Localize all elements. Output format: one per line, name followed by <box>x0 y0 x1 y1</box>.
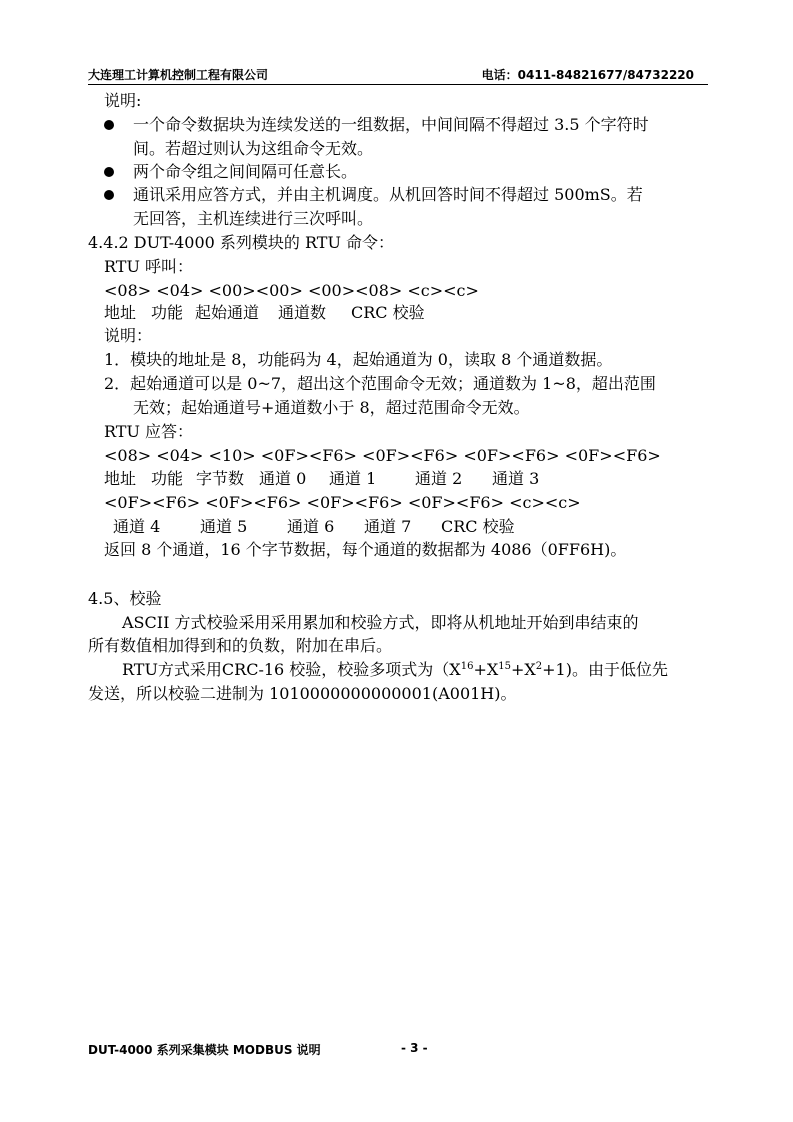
checksum-rtu-cont: 发送，所以校验二进制为 1010000000000001(A001H)。 <box>88 684 517 703</box>
rtu-note: 1．模块的地址是 8，功能码为 4，起始通道为 0，读取 8 个通道数据。 <box>104 350 613 369</box>
field-label: CRC 校验 <box>441 517 515 536</box>
polynomial-term: +X <box>473 660 499 679</box>
bullet-text: 一个命令数据块为连续发送的一组数据，中间间隔不得超过 3.5 个字符时 <box>133 115 649 134</box>
contact-phone: 电话：0411-84821677/84732220 <box>481 68 694 82</box>
company-name: 大连理工计算机控制工程有限公司 <box>88 68 269 82</box>
rtu-call-label: RTU 呼叫： <box>104 257 194 276</box>
field-label: 通道 5 <box>200 517 248 536</box>
exponent: 15 <box>498 661 511 672</box>
bullet-text-cont: 无回答，主机连续进行三次呼叫。 <box>133 209 374 228</box>
bullet-text: 通讯采用应答方式，并由主机调度。从机回答时间不得超过 500mS。若 <box>133 185 643 204</box>
exponent: 16 <box>460 661 474 672</box>
field-label: 通道 1 <box>329 469 377 488</box>
field-label: CRC 校验 <box>351 303 425 322</box>
rtu-note-cont: 无效；起始通道号+通道数小于 8，超过范围命令无效。 <box>133 398 530 417</box>
section-heading-checksum: 4.5、校验 <box>88 589 162 608</box>
checksum-ascii-cont: 所有数值相加得到和的负数，附加在串后。 <box>88 636 393 655</box>
rtu-notes-title: 说明： <box>104 326 153 345</box>
rtu-polynomial-suffix: +1)。由于低位先 <box>542 660 668 679</box>
bullet-icon <box>104 190 114 200</box>
field-label: 地址 <box>104 303 137 322</box>
page-header <box>88 66 708 86</box>
bullet-icon <box>104 167 114 177</box>
bullet-text: 两个命令组之间间隔可任意长。 <box>133 162 358 181</box>
section-heading-rtu: 4.4.2 DUT-4000 系列模块的 RTU 命令： <box>88 233 395 252</box>
exponent: 2 <box>535 661 543 672</box>
field-label: 地址 <box>104 469 137 488</box>
field-label: 通道数 <box>278 303 327 322</box>
footer-doc-title: DUT-4000 系列采集模块 MODBUS 说明 <box>88 1043 321 1057</box>
header-rule <box>88 84 708 85</box>
rtu-polynomial-prefix: RTU方式采用CRC-16 校验，校验多项式为（X <box>122 660 461 679</box>
polynomial-term: +X <box>510 660 536 679</box>
field-label: 通道 6 <box>287 517 335 536</box>
rtu-call-bytes: <08> <04> <00><00> <00><08> <c><c> <box>104 281 479 300</box>
field-label: 通道 4 <box>113 517 161 536</box>
page-number: - 3 - <box>401 1041 428 1055</box>
field-label: 通道 3 <box>492 469 540 488</box>
notes-title: 说明: <box>104 91 142 110</box>
checksum-rtu <box>122 659 668 681</box>
bullet-text-cont: 间。若超过则认为这组命令无效。 <box>133 139 374 158</box>
rtu-summary: 返回 8 个通道，16 个字节数据，每个通道的数据都为 4086（0FF6H)。 <box>104 540 627 559</box>
rtu-reply-bytes: <08> <04> <10> <0F><F6> <0F><F6> <0F><F6> <0F><F6> <box>104 446 661 465</box>
field-label: 起始通道 <box>195 303 260 322</box>
rtu-reply-label: RTU 应答： <box>104 422 194 441</box>
checksum-ascii: ASCII 方式校验采用采用累加和校验方式，即将从机地址开始到串结束的 <box>122 613 639 632</box>
rtu-note: 2．起始通道可以是 0~7，超出这个范围命令无效；通道数为 1~8，超出范围 <box>104 374 656 393</box>
field-label: 功能 <box>151 469 184 488</box>
field-label: 通道 7 <box>364 517 412 536</box>
field-label: 字节数 <box>196 469 245 488</box>
field-label: 通道 2 <box>415 469 463 488</box>
rtu-reply-bytes: <0F><F6> <0F><F6> <0F><F6> <0F><F6> <c><c> <box>104 493 581 512</box>
field-label: 通道 0 <box>259 469 307 488</box>
bullet-icon <box>104 120 114 130</box>
field-label: 功能 <box>151 303 184 322</box>
